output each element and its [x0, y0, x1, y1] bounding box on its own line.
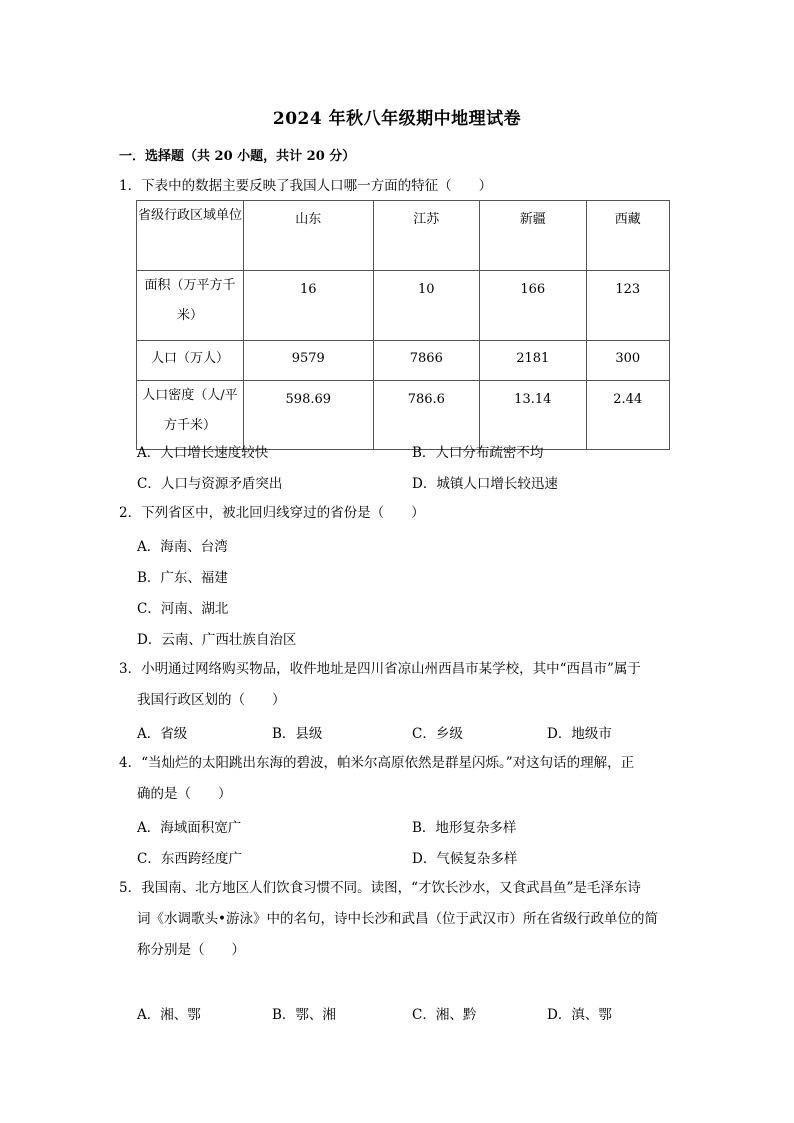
table-cell: 786.6 [373, 381, 479, 450]
option-d[interactable]: D．地级市 [547, 726, 612, 742]
table-cell: 7866 [373, 341, 479, 381]
option-b[interactable]: B．人口分布疏密不均 [412, 445, 544, 461]
option-d[interactable]: D．城镇人口增长较迅速 [412, 476, 558, 492]
question-2-stem: 2．下列省区中，被北回归线穿过的省份是（ ） [119, 505, 425, 521]
question-3-stem: 3．小明通过网络购买物品，收件地址是四川省凉山州西昌市某学校，其中“西昌市”属于 [119, 661, 641, 677]
table-row-label: 面积（万平方千米） [137, 271, 244, 341]
table-header-cell: 山东 [244, 201, 374, 271]
option-c[interactable]: C．东西跨经度广 [137, 851, 242, 867]
option-a[interactable]: A．海域面积宽广 [137, 820, 242, 836]
table-cell: 10 [373, 271, 479, 341]
table-cell: 16 [244, 271, 374, 341]
table-row-label: 人口密度（人/平方千米） [137, 381, 244, 450]
section-heading: 一．选择题（共 20 小题，共计 20 分） [119, 149, 356, 164]
option-b[interactable]: B．地形复杂多样 [412, 820, 517, 836]
question-4-stem: 4．“当灿烂的太阳跳出东海的碧波，帕米尔高原依然是群星闪烁。”对这句话的理解，正 [119, 755, 635, 771]
option-a[interactable]: A．湘、鄂 [137, 1007, 201, 1023]
table-row-label: 人口（万人） [137, 341, 244, 381]
table-header-cell: 西藏 [586, 201, 669, 271]
table-row [137, 381, 670, 450]
table-header-cell: 省级行政区域单位 [137, 201, 244, 271]
table-cell: 300 [586, 341, 669, 381]
table-cell: 166 [480, 271, 586, 341]
option-a[interactable]: A．人口增长速度较快 [137, 445, 269, 461]
option-a[interactable]: A．海南、台湾 [137, 539, 228, 555]
option-c[interactable]: C．乡级 [412, 726, 463, 742]
option-b[interactable]: B．广东、福建 [137, 570, 228, 586]
question-5-stem: 5．我国南、北方地区人们饮食习惯不同。读图，“才饮长沙水，又食武昌鱼”是毛泽东诗 [119, 880, 641, 896]
option-d[interactable]: D．滇、鄂 [547, 1007, 612, 1023]
table-cell: 2181 [480, 341, 586, 381]
question-5-stem-continued: 词《水调歌头•游泳》中的名句，诗中长沙和武昌（位于武汉市）所在省级行政单位的简 [137, 911, 658, 927]
option-c[interactable]: C．河南、湖北 [137, 601, 229, 617]
table-cell: 2.44 [586, 381, 669, 450]
option-c[interactable]: C．人口与资源矛盾突出 [137, 476, 283, 492]
table-row [137, 341, 670, 381]
question-4-stem-continued: 确的是（ ） [137, 786, 232, 802]
table-header-row [137, 201, 670, 271]
table-header-cell: 江苏 [373, 201, 479, 271]
page-title: 2024 年秋八年级期中地理试卷 [272, 109, 522, 129]
option-c[interactable]: C．湘、黔 [412, 1007, 477, 1023]
question-1-stem: 1．下表中的数据主要反映了我国人口哪一方面的特征（ ） [119, 178, 493, 194]
question-3-stem-continued: 我国行政区划的（ ） [137, 692, 286, 708]
table-cell: 123 [586, 271, 669, 341]
table-cell: 9579 [244, 341, 374, 381]
table-cell: 598.69 [244, 381, 374, 450]
option-a[interactable]: A．省级 [137, 726, 188, 742]
option-d[interactable]: D．气候复杂多样 [412, 851, 518, 867]
question-1-table [136, 200, 670, 450]
table-cell: 13.14 [480, 381, 586, 450]
option-b[interactable]: B．鄂、湘 [272, 1007, 336, 1023]
table-row [137, 271, 670, 341]
option-b[interactable]: B．县级 [272, 726, 323, 742]
table-header-cell: 新疆 [480, 201, 586, 271]
question-5-stem-continued: 称分别是（ ） [137, 942, 245, 958]
option-d[interactable]: D．云南、广西壮族自治区 [137, 632, 297, 648]
